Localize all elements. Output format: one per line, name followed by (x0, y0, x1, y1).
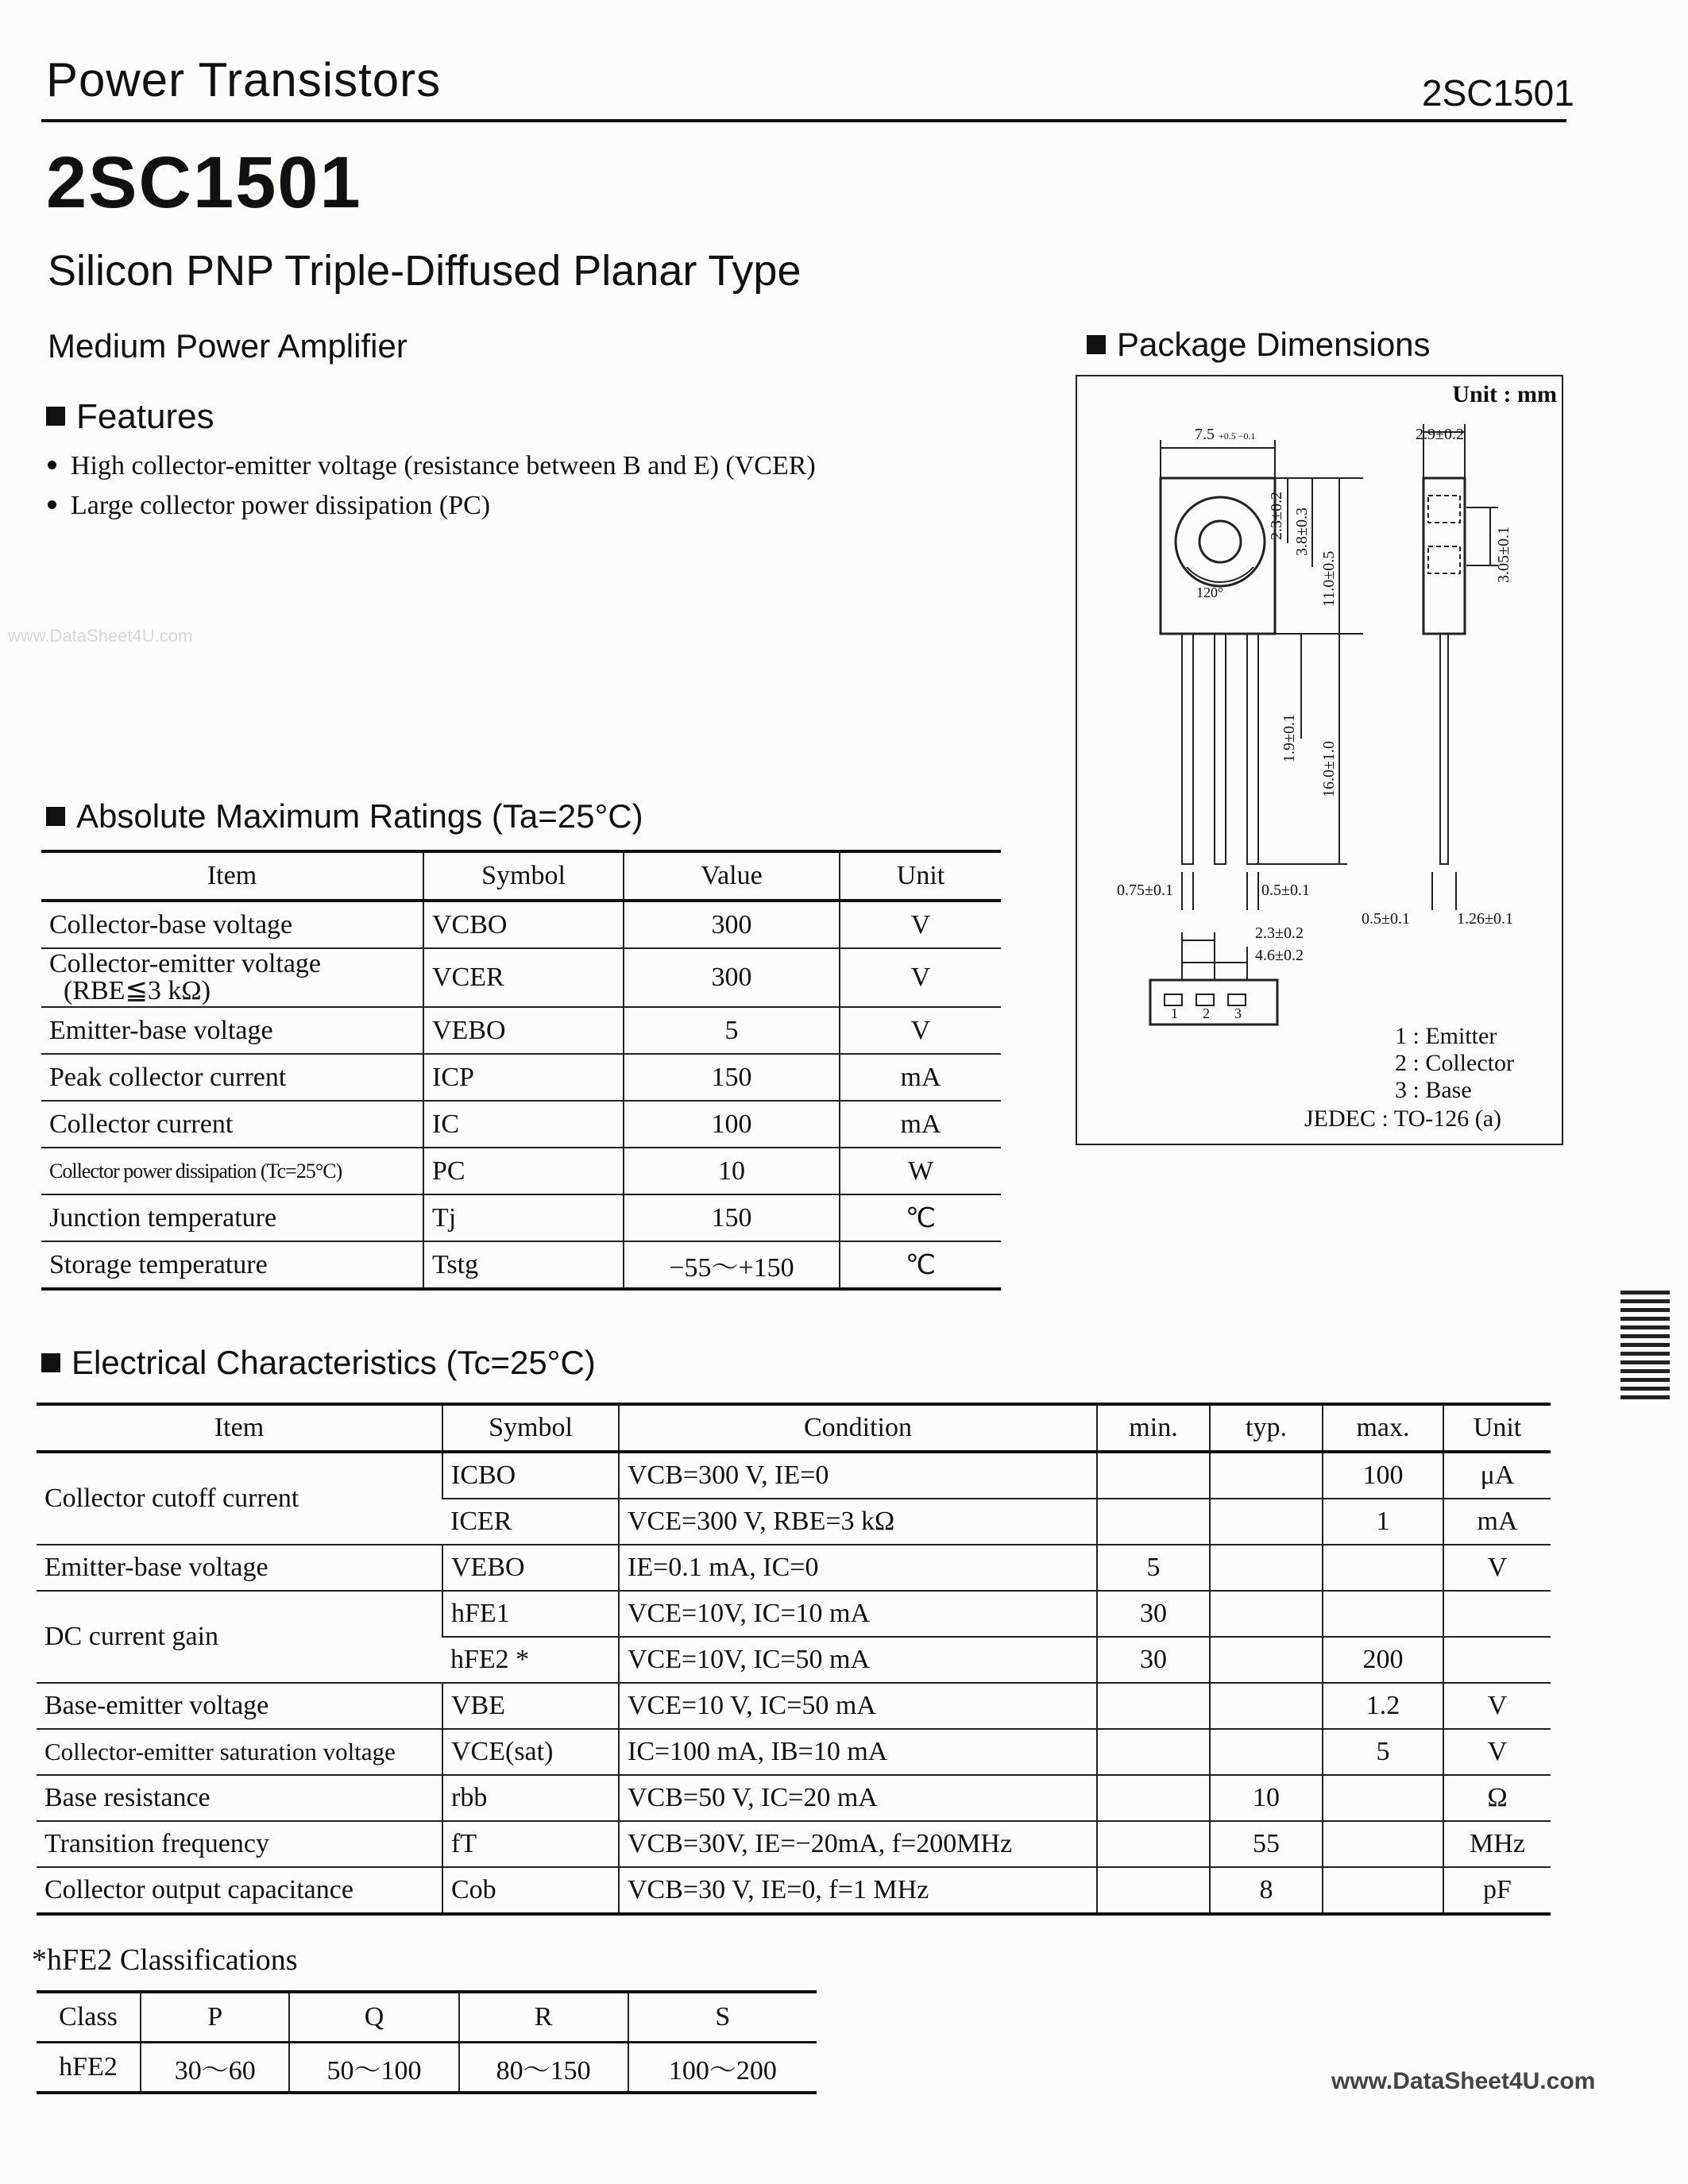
pin-number: 3 (1234, 1005, 1242, 1021)
classification-heading: *hFE2 Classifications (32, 1943, 298, 1977)
unit-cell: Ω (1443, 1775, 1551, 1821)
value-cell: −55～+150 (624, 1241, 840, 1289)
symbol-cell: Tj (423, 1194, 624, 1241)
value-cell: 5 (624, 1007, 840, 1054)
dim-lead-length: 16.0±1.0 (1320, 741, 1338, 797)
lead-2 (1215, 634, 1226, 864)
symbol-cell: VCBO (423, 901, 624, 948)
dim-lead-width-2: 0.5±0.1 (1261, 882, 1310, 899)
item-cell: Collector cutoff current (37, 1452, 442, 1545)
typ-cell (1210, 1637, 1323, 1683)
typ-cell (1210, 1452, 1323, 1499)
unit-cell: W (840, 1148, 1001, 1194)
symbol-cell: PC (423, 1148, 624, 1194)
ec-heading (41, 1344, 596, 1382)
ec-heading-label: Electrical Characteristics (Tc=25°C) (71, 1344, 596, 1381)
item-cell: Collector-base voltage (41, 901, 423, 948)
package-unit: Unit : mm (1452, 381, 1557, 407)
table-row (41, 1054, 1001, 1101)
section-square-icon (41, 1353, 60, 1372)
pin-emitter: 1 : Emitter (1395, 1023, 1497, 1049)
feature-text: Large collector power dissipation (PC) (71, 491, 491, 520)
features-heading (46, 397, 214, 437)
part-number-title: 2SC1501 (46, 142, 362, 223)
table-row (41, 1007, 1001, 1054)
symbol-cell: VBE (442, 1683, 619, 1729)
classification-table (37, 1990, 817, 2094)
dim-side-lead-1: 0.5±0.1 (1362, 910, 1410, 928)
class-label-cell: Class (37, 1992, 141, 2043)
application-label: Medium Power Amplifier (48, 327, 408, 365)
range-cell: 30～60 (141, 2043, 289, 2093)
part-number-corner: 2SC1501 (1422, 72, 1574, 114)
condition-cell: VCE=10V, IC=10 mA (619, 1591, 1097, 1637)
pin-legend (1395, 1023, 1514, 1104)
table-row (41, 1194, 1001, 1241)
symbol-cell: hFE2 * (442, 1637, 619, 1683)
class-cell: P (141, 1992, 289, 2043)
symbol-cell: VCE(sat) (442, 1729, 619, 1775)
table-row (41, 948, 1001, 1007)
value-cell: 100 (624, 1101, 840, 1148)
col-condition: Condition (619, 1404, 1097, 1452)
class-cell: Q (289, 1992, 458, 2043)
mounting-hole (1176, 497, 1265, 586)
dim-d1: 2.3±0.2 (1268, 492, 1285, 540)
typ-cell: 55 (1210, 1821, 1323, 1867)
condition-cell: VCB=30 V, IE=0, f=1 MHz (619, 1867, 1097, 1914)
col-unit: Unit (840, 851, 1001, 901)
amr-heading (46, 797, 643, 835)
package-heading (1087, 326, 1431, 364)
col-unit: Unit (1443, 1404, 1551, 1452)
condition-cell: VCE=10V, IC=50 mA (619, 1637, 1097, 1683)
unit-cell: V (840, 948, 1001, 1007)
unit-cell: mA (840, 1054, 1001, 1101)
item-cell: Junction temperature (41, 1194, 423, 1241)
item-cell: Transition frequency (37, 1821, 442, 1867)
dim-body-height: 11.0±0.5 (1320, 550, 1338, 607)
col-symbol: Symbol (423, 851, 624, 901)
unit-cell: MHz (1443, 1821, 1551, 1867)
dim-side-height: 3.05±0.1 (1495, 527, 1512, 583)
range-cell: 100～200 (628, 2043, 817, 2093)
feature-item (48, 451, 816, 481)
table-header-row (37, 1992, 817, 2043)
symbol-cell: Cob (442, 1867, 619, 1914)
max-cell (1323, 1821, 1443, 1867)
bullet-icon (48, 461, 56, 469)
unit-cell: V (1443, 1545, 1551, 1591)
symbol-cell: hFE1 (442, 1591, 619, 1637)
table-row (37, 1729, 1551, 1775)
pin-collector: 2 : Collector (1395, 1050, 1514, 1076)
item-cell: Peak collector current (41, 1054, 423, 1101)
max-cell: 1.2 (1323, 1683, 1443, 1729)
table-header-row (41, 851, 1001, 901)
value-cell: 10 (624, 1148, 840, 1194)
item-cell: Storage temperature (41, 1241, 423, 1289)
value-cell: 150 (624, 1194, 840, 1241)
condition-cell: VCE=10 V, IC=50 mA (619, 1683, 1097, 1729)
bullet-icon (48, 500, 56, 509)
table-row (37, 1775, 1551, 1821)
condition-cell: VCE=300 V, RBE=3 kΩ (619, 1499, 1097, 1545)
dim-value: 7.5 (1195, 426, 1215, 443)
footer-watermark: www.DataSheet4U.com (1331, 2068, 1596, 2094)
value-cell: 300 (624, 948, 840, 1007)
min-cell: 5 (1097, 1545, 1210, 1591)
typ-cell (1210, 1729, 1323, 1775)
header-rule (41, 119, 1566, 122)
symbol-cell: ICP (423, 1054, 624, 1101)
table-row (37, 1452, 1551, 1499)
unit-cell: ℃ (840, 1241, 1001, 1289)
min-cell (1097, 1452, 1210, 1499)
symbol-cell: ICBO (442, 1452, 619, 1499)
mounting-hole-inner (1199, 521, 1241, 562)
dim-lead-step: 1.9±0.1 (1280, 714, 1298, 762)
col-item: Item (41, 851, 423, 901)
pin-number: 1 (1171, 1005, 1178, 1021)
table-row (37, 2043, 817, 2093)
symbol-cell: VCER (423, 948, 624, 1007)
symbol-cell: fT (442, 1821, 619, 1867)
max-cell (1323, 1545, 1443, 1591)
min-cell (1097, 1821, 1210, 1867)
unit-cell: mA (840, 1101, 1001, 1148)
table-row (37, 1545, 1551, 1591)
lead-3 (1247, 634, 1258, 864)
col-min: min. (1097, 1404, 1210, 1452)
unit-cell: V (1443, 1683, 1551, 1729)
typ-cell: 10 (1210, 1775, 1323, 1821)
feature-text: High collector-emitter voltage (resistance between B and E) (VCER) (71, 451, 816, 480)
item-text: Collector-emitter voltage (49, 949, 322, 978)
item-cell: Base resistance (37, 1775, 442, 1821)
pin-base: 3 : Base (1395, 1077, 1472, 1103)
transistor-body-side (1423, 478, 1465, 634)
max-cell: 200 (1323, 1637, 1443, 1683)
min-cell (1097, 1499, 1210, 1545)
unit-cell: V (1443, 1729, 1551, 1775)
max-cell: 5 (1323, 1729, 1443, 1775)
table-row (41, 1101, 1001, 1148)
col-symbol: Symbol (442, 1404, 619, 1452)
min-cell: 30 (1097, 1591, 1210, 1637)
table-row (41, 901, 1001, 948)
symbol-cell: IC (423, 1101, 624, 1148)
item-cell: Collector current (41, 1101, 423, 1148)
pin-number: 2 (1203, 1005, 1210, 1021)
watermark-left: www.DataSheet4U.com (8, 626, 193, 646)
item-cell: Emitter-base voltage (37, 1545, 442, 1591)
min-cell (1097, 1683, 1210, 1729)
condition-cell: VCB=50 V, IC=20 mA (619, 1775, 1097, 1821)
col-max: max. (1323, 1404, 1443, 1452)
unit-cell (1443, 1591, 1551, 1637)
typ-cell (1210, 1545, 1323, 1591)
col-value: Value (624, 851, 840, 901)
features-heading-label: Features (76, 397, 214, 436)
feature-item (48, 491, 490, 521)
table-row (37, 1683, 1551, 1729)
value-cell: 150 (624, 1054, 840, 1101)
package-drawing-frame (1076, 375, 1563, 1145)
side-lead (1440, 634, 1448, 864)
unit-cell (1443, 1637, 1551, 1683)
table-row (37, 1591, 1551, 1637)
max-cell (1323, 1775, 1443, 1821)
symbol-cell: rbb (442, 1775, 619, 1821)
item-condition: (RBE≦3 kΩ) (64, 976, 211, 1005)
unit-cell: mA (1443, 1499, 1551, 1545)
condition-cell: IE=0.1 mA, IC=0 (619, 1545, 1097, 1591)
dim-side-thickness: 2.9±0.2 (1416, 426, 1464, 443)
unit-cell: μA (1443, 1452, 1551, 1499)
unit-cell: ℃ (840, 1194, 1001, 1241)
section-square-icon (46, 407, 65, 426)
col-item: Item (37, 1404, 442, 1452)
max-cell: 100 (1323, 1452, 1443, 1499)
item-cell: Collector-emitter saturation voltage (37, 1729, 442, 1775)
dim-d2: 3.8±0.3 (1293, 507, 1311, 556)
typ-cell (1210, 1591, 1323, 1637)
symbol-cell: ICER (442, 1499, 619, 1545)
typ-cell (1210, 1683, 1323, 1729)
category-title: Power Transistors (46, 53, 442, 106)
hfe-label-cell: hFE2 (37, 2043, 141, 2093)
electrical-characteristics-table (37, 1403, 1551, 1916)
symbol-cell: VEBO (423, 1007, 624, 1054)
section-square-icon (1087, 335, 1106, 354)
range-cell: 80～150 (459, 2043, 628, 2093)
dim-pitch: 2.3±0.2 (1255, 924, 1304, 942)
dim-tolerance: +0.5 −0.1 (1219, 430, 1256, 442)
dim-lead-width-1: 0.75±0.1 (1117, 882, 1173, 899)
symbol-cell: Tstg (423, 1241, 624, 1289)
lead-1 (1182, 634, 1193, 864)
dim-span: 4.6±0.2 (1255, 947, 1304, 964)
unit-cell: pF (1443, 1867, 1551, 1914)
value-cell: 300 (624, 901, 840, 948)
max-cell (1323, 1867, 1443, 1914)
range-cell: 50～100 (289, 2043, 458, 2093)
dim-width-top (1195, 426, 1256, 444)
condition-cell: VCB=30V, IE=−20mA, f=200MHz (619, 1821, 1097, 1867)
package-heading-label: Package Dimensions (1117, 326, 1431, 363)
item-cell: Collector output capacitance (37, 1867, 442, 1914)
condition-cell: VCB=300 V, IE=0 (619, 1452, 1097, 1499)
item-cell: Collector power dissipation (Tc=25°C) (41, 1148, 423, 1194)
max-cell: 1 (1323, 1499, 1443, 1545)
dim-side-lead-2: 1.26±0.1 (1457, 910, 1513, 928)
min-cell: 30 (1097, 1637, 1210, 1683)
symbol-cell: VEBO (442, 1545, 619, 1591)
class-cell: R (459, 1992, 628, 2043)
section-square-icon (46, 807, 65, 826)
jedec-label: JEDEC : TO-126 (a) (1304, 1106, 1502, 1132)
col-typ: typ. (1210, 1404, 1323, 1452)
unit-cell: V (840, 901, 1001, 948)
absolute-max-ratings-table (41, 850, 1001, 1291)
max-cell (1323, 1591, 1443, 1637)
item-cell: Emitter-base voltage (41, 1007, 423, 1054)
table-row (41, 1241, 1001, 1289)
table-row (37, 1867, 1551, 1914)
table-row (41, 1148, 1001, 1194)
table-header-row (37, 1404, 1551, 1452)
condition-cell: IC=100 mA, IB=10 mA (619, 1729, 1097, 1775)
min-cell (1097, 1729, 1210, 1775)
dim-angle: 120° (1196, 585, 1224, 600)
min-cell (1097, 1775, 1210, 1821)
typ-cell (1210, 1499, 1323, 1545)
table-row (37, 1821, 1551, 1867)
item-cell: Base-emitter voltage (37, 1683, 442, 1729)
class-cell: S (628, 1992, 817, 2043)
typ-cell: 8 (1210, 1867, 1323, 1914)
unit-cell: V (840, 1007, 1001, 1054)
item-cell (41, 948, 423, 1007)
item-cell: DC current gain (37, 1591, 442, 1683)
page-edge-index-mark (1620, 1291, 1670, 1402)
amr-heading-label: Absolute Maximum Ratings (Ta=25°C) (76, 797, 643, 835)
min-cell (1097, 1867, 1210, 1914)
device-type-subtitle: Silicon PNP Triple-Diffused Planar Type (48, 247, 802, 295)
